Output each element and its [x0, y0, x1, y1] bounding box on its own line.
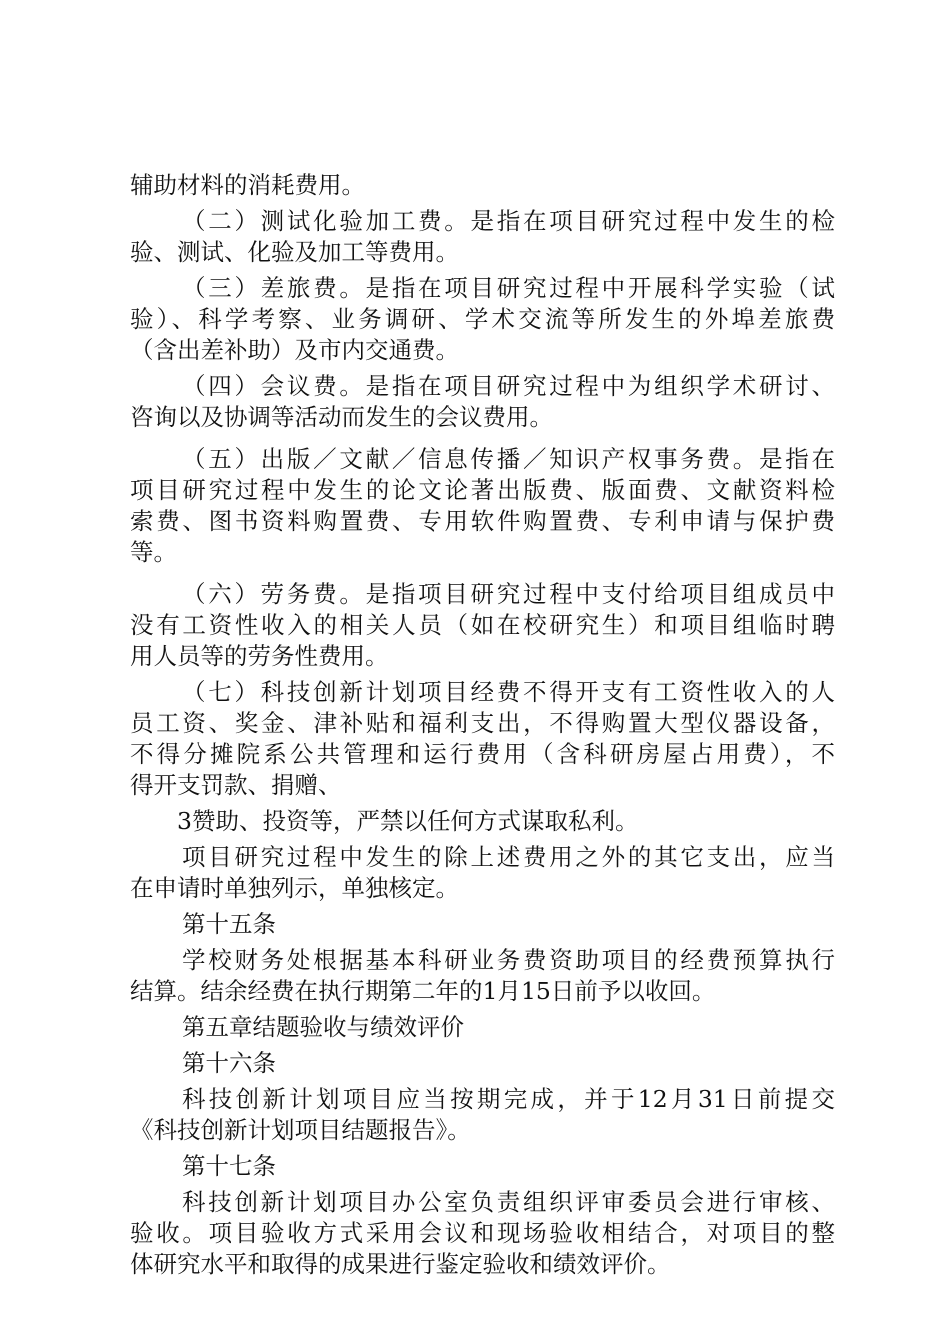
paragraph-line: 验）、科学考察、业务调研、学术交流等所发生的外埠差旅费 [130, 305, 835, 333]
article-heading: 第十七条 [182, 1152, 276, 1180]
paragraph-line: 结算。结余经费在执行期第二年的1月15日前予以收回。 [130, 977, 716, 1005]
paragraph-line: 3赞助、投资等，严禁以任何方式谋取私利。 [177, 807, 639, 835]
paragraph-line: 学校财务处根据基本科研业务费资助项目的经费预算执行 [182, 946, 835, 974]
paragraph-line: （七）科技创新计划项目经费不得开支有工资性收入的人 [182, 678, 835, 706]
paragraph-line: 项目研究过程中发生的除上述费用之外的其它支出，应当 [182, 843, 835, 871]
paragraph-line: 辅助材料的消耗费用。 [130, 171, 365, 199]
paragraph-line: 索费、图书资料购置费、专用软件购置费、专利申请与保护费 [130, 507, 835, 535]
paragraph-line: 咨询以及协调等活动而发生的会议费用。 [130, 403, 553, 431]
paragraph-line: 验、测试、化验及加工等费用。 [130, 238, 459, 266]
paragraph-line: （含出差补助）及市内交通费。 [130, 336, 459, 364]
paragraph-line: 等。 [130, 538, 177, 566]
article-heading: 第十六条 [182, 1049, 276, 1077]
paragraph-line: （三）差旅费。是指在项目研究过程中开展科学实验（试 [182, 274, 835, 302]
paragraph-line: 没有工资性收入的相关人员（如在校研究生）和项目组临时聘 [130, 611, 835, 639]
paragraph-line: 体研究水平和取得的成果进行鉴定验收和绩效评价。 [130, 1250, 671, 1278]
paragraph-line: 科技创新计划项目办公室负责组织评审委员会进行审核、 [182, 1188, 835, 1216]
paragraph-line: 用人员等的劳务性费用。 [130, 642, 389, 670]
paragraph-line: 员工资、奖金、津补贴和福利支出，不得购置大型仪器设备， [130, 709, 835, 737]
article-heading: 第十五条 [182, 910, 276, 938]
document-body [130, 170, 835, 1280]
paragraph-line: 科技创新计划项目应当按期完成，并于12月31日前提交 [182, 1085, 835, 1113]
paragraph-line: （四）会议费。是指在项目研究过程中为组织学术研讨、 [182, 372, 835, 400]
paragraph-line: 《科技创新计划项目结题报告》。 [130, 1116, 471, 1144]
paragraph-line: （五）出版／文献／信息传播／知识产权事务费。是指在 [182, 445, 835, 473]
paragraph-line: 在申请时单独列示，单独核定。 [130, 874, 459, 902]
chapter-heading: 第五章结题验收与绩效评价 [182, 1013, 464, 1041]
paragraph-line: 得开支罚款、捐赠、 [130, 771, 342, 799]
paragraph-line: 项目研究过程中发生的论文论著出版费、版面费、文献资料检 [130, 476, 835, 504]
paragraph-line: 不得分摊院系公共管理和运行费用（含科研房屋占用费），不 [130, 740, 835, 768]
paragraph-line: （六）劳务费。是指项目研究过程中支付给项目组成员中 [182, 580, 835, 608]
paragraph-line: 验收。项目验收方式采用会议和现场验收相结合，对项目的整 [130, 1219, 835, 1247]
paragraph-line: （二）测试化验加工费。是指在项目研究过程中发生的检 [182, 207, 835, 235]
